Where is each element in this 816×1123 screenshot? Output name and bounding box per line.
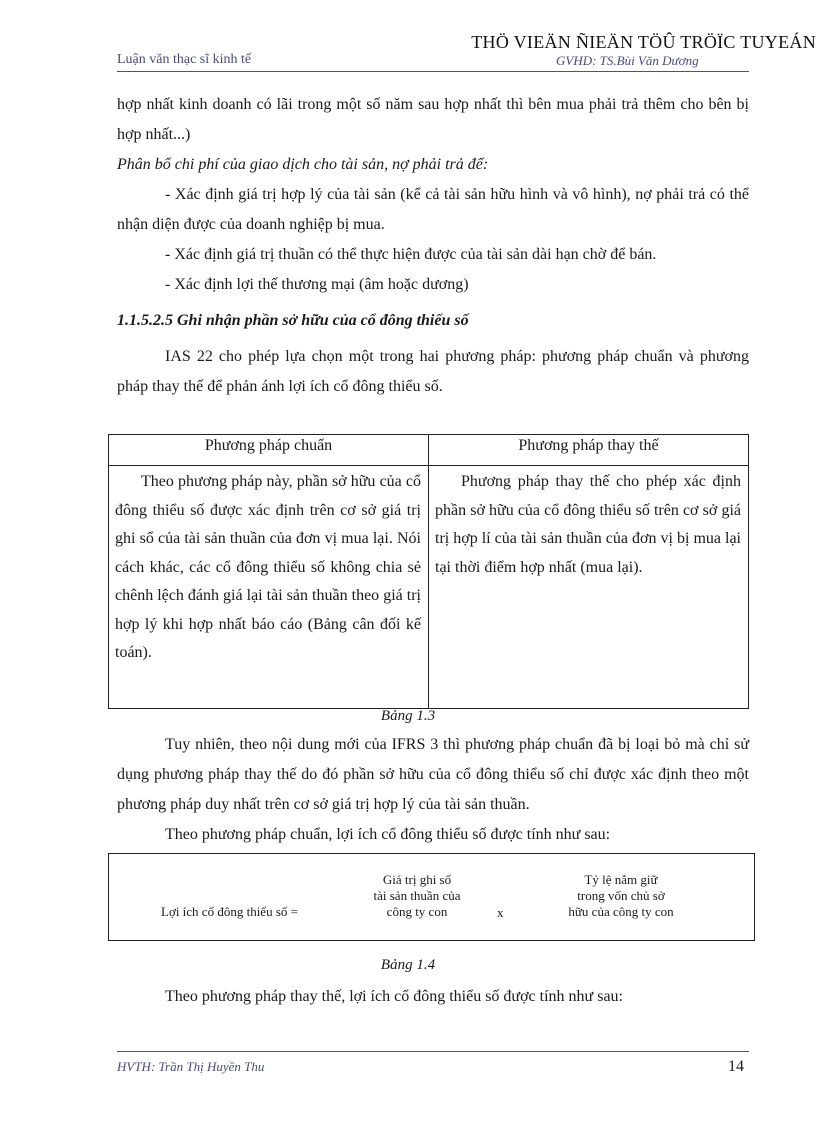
term1-line: Giá trị ghi sổ [382,872,452,887]
formula-label: Lợi ích cổ đông thiểu số = [161,904,298,919]
formula-box [108,853,755,941]
header-thesis-title: Luận văn thạc sĩ kinh tế [117,52,252,67]
allocation-lead: Phân bổ chi phí của giao dịch cho tài sản, nợ phải trả để: [117,156,489,173]
section-paragraph: IAS 22 cho phép lựa chọn một trong hai phương pháp: phương pháp chuẩn và phương pháp thay thế để phản ánh lợi ích cổ đông thiểu số. [117,348,749,395]
term1-line: tài sản thuần của [373,888,461,903]
watermark-text: THÖ VIEÄN ÑIEÄN TÖÛ TRÖÏC TUYEÁN [471,32,816,52]
alternative-formula-lead: Theo phương pháp thay thế, lợi ích cổ đông thiểu số được tính như sau: [165,988,623,1005]
term2-line: hữu của công ty con [568,904,674,919]
term2-line: Tỷ lệ nắm giữ [584,872,658,887]
standard-formula-lead: Theo phương pháp chuẩn, lợi ích cổ đông thiểu số được tính như sau: [165,826,611,843]
header-standard-method: Phương pháp chuẩn [109,435,429,466]
intro-block [117,90,749,300]
section-intro [117,342,749,402]
table-caption-1-3: Bảng 1.3 [380,708,436,724]
bullet-net-realizable: - Xác định giá trị thuần có thể thực hiện được của tài sản dài hạn chờ để bán. [165,246,657,263]
formula-term-ownership-ratio [541,872,701,920]
formula-term-book-value [351,872,483,920]
bullet-fair-value: - Xác định giá trị hợp lý của tài sản (kể cả tài sản hữu hình và vô hình), nợ phải trả có thể nhận diện được của doanh nghiệp bị mua. [117,186,749,233]
table-caption-1-4: Bảng 1.4 [380,957,436,973]
footer-divider [117,1051,749,1052]
comparison-table [108,434,749,709]
closing-block [117,982,749,1012]
formula-multiply-sign: x [497,905,504,920]
page-number: 14 [728,1058,744,1075]
intro-paragraph: hợp nhất kinh doanh có lãi trong một số năm sau hợp nhất thì bên mua phải trả thêm cho bên bị hợp nhất...) [117,96,749,143]
alternative-method-description: Phương pháp thay thế cho phép xác định phần sở hữu của cổ đông thiểu số trên cơ sở giá trị hợp lí của tài sản thuần của đơn vị bị mua lại tại thời điểm hợp nhất (mua lại). [429,466,749,709]
standard-method-description: Theo phương pháp này, phần sở hữu của cổ đông thiểu số được xác định trên cơ sở giá trị ghi sổ của tài sản thuần của đơn vị mua lại. Nói cách khác, các cổ đông thiểu số không chia sẻ chênh lệch đánh giá lại tài sản thuần theo giá trị hợp lý khi hợp nhất báo cáo (Bảng cân đối kế toán). [109,466,429,709]
bullet-goodwill: - Xác định lợi thế thương mại (âm hoặc dương) [165,276,469,293]
footer-author: HVTH: Trần Thị Huyền Thu [117,1059,265,1074]
header-alternative-method: Phương pháp thay thế [429,435,749,466]
term1-line: công ty con [386,904,448,919]
section-heading: 1.1.5.2.5 Ghi nhận phần sở hữu của cổ đông thiểu số [117,312,469,329]
header-divider [117,71,749,72]
term2-line: trong vốn chủ sở [577,888,665,903]
header-supervisor: GVHD: TS.Bùi Văn Dương [556,53,699,68]
after-block [117,730,749,850]
ifrs3-paragraph: Tuy nhiên, theo nội dung mới của IFRS 3 thì phương pháp chuẩn đã bị loại bỏ mà chỉ sử dụng phương pháp thay thế do đó phần sở hữu của cổ đông thiểu số chỉ được xác định theo một phương pháp duy nhất trên cơ sở giá trị hợp lý của tài sản thuần. [117,736,749,813]
